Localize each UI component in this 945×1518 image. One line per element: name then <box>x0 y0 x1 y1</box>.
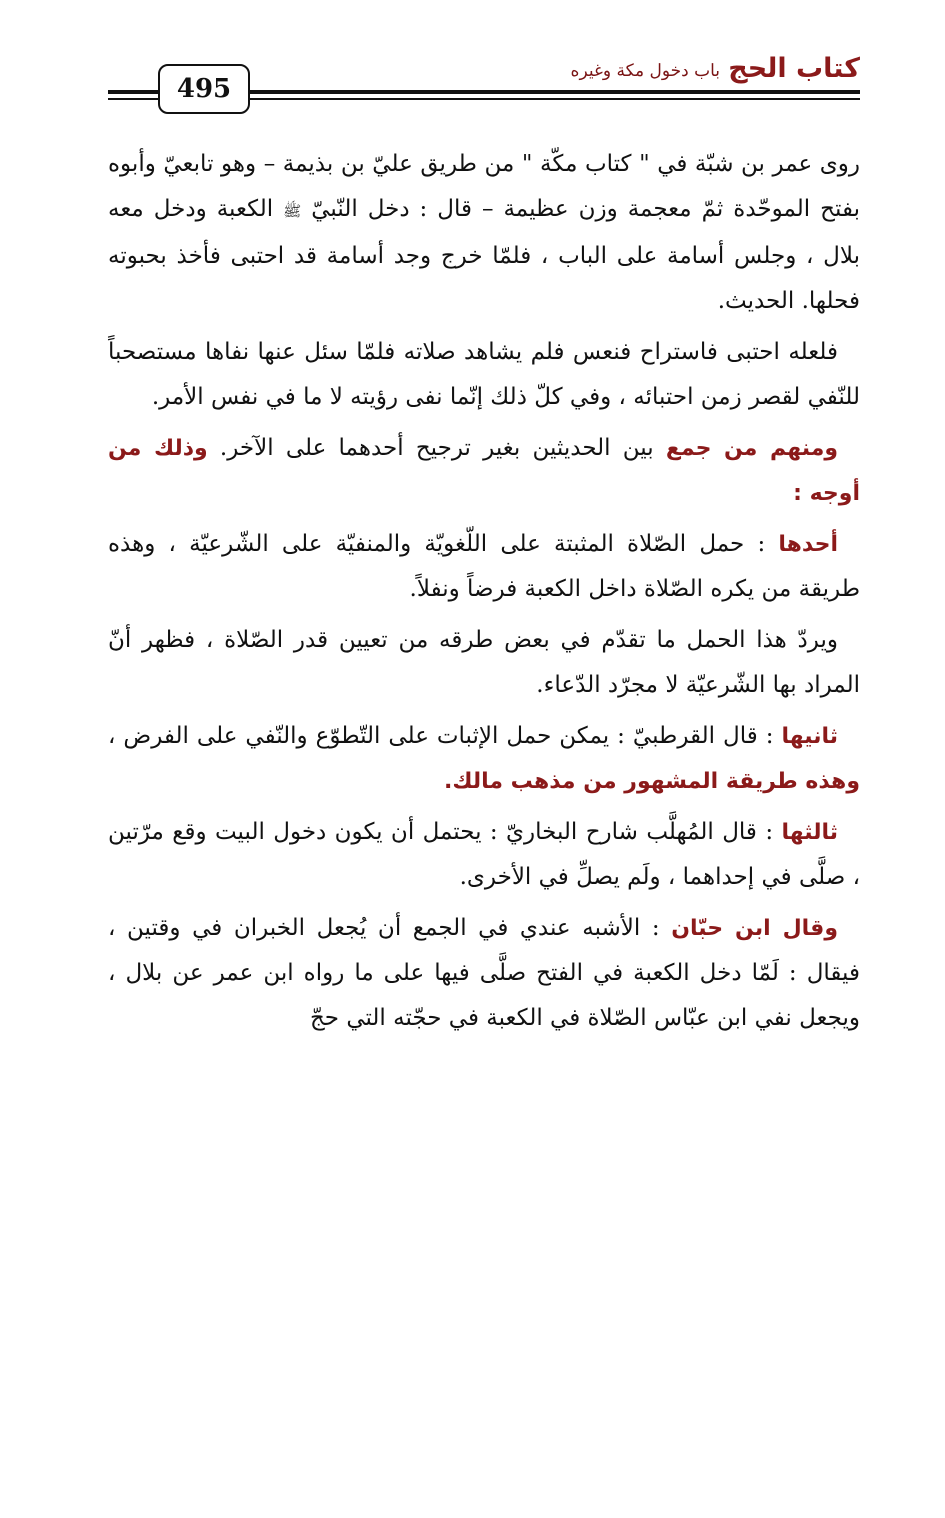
highlight-heading: وذلك من أوجه : <box>108 436 860 506</box>
book-title: كتاب الحج <box>728 53 860 84</box>
paragraph-2: فلعله احتبى فاستراح فنعس فلم يشاهد صلاته فلمّا سئل عنها نفاها مستصحباً للنّفي لقصر زمن احتبائه ، وفي كلّ ذلك إنّما نفى رؤيته لا ما في نفس الأمر. <box>108 339 860 410</box>
highlight-heading: ثالثها <box>781 820 838 845</box>
chapter-title: باب دخول مكة وغيره <box>570 61 720 81</box>
paragraph-7 <box>108 810 860 900</box>
highlight-heading: وهذه طريقة المشهور من مذهب مالك. <box>444 769 860 794</box>
paragraph-5: ويردّ هذا الحمل ما تقدّم في بعض طرقه من تعيين قدر الصّلاة ، فظهر أنّ المراد بها الشّرعيّة لا مجرّد الدّعاء. <box>108 627 860 698</box>
highlight-heading: أحدها <box>778 532 839 557</box>
salla-glyph: ﷺ <box>283 202 302 220</box>
paragraph-text: الكعبة ودخل معه بلال ، وجلس أسامة على الباب ، فلمّا خرج وجد أسامة قد احتبى فأخذ بحبوته فحلها. الحديث. <box>108 196 860 314</box>
page-body <box>108 142 860 1047</box>
paragraph-4 <box>108 522 860 612</box>
paragraph-text: : قال القرطبيّ : يمكن حمل الإثبات على التّطوّع والنّفي على الفرض ، <box>108 723 774 749</box>
paragraph-1 <box>108 142 860 324</box>
highlight-heading: وقال ابن حبّان <box>671 916 839 941</box>
paragraph-text: : الأشبه عندي في الجمع أن يُجعل الخبران في وقتين ، فيقال : لَمّا دخل الكعبة في الفتح صلَّى فيها على ما رواه ابن عمر عن بلال ، ويجعل نفي ابن عبّاس الصّلاة في الكعبة في حجّته التي حجّ <box>108 915 860 1031</box>
highlight-heading: ثانيها <box>781 724 839 749</box>
paragraph-text: بين الحديثين بغير ترجيح أحدهما على الآخر. <box>219 435 654 461</box>
page-number: 495 <box>176 74 232 104</box>
page-header <box>108 52 860 122</box>
highlight-heading: ومنهم من جمع <box>665 436 839 461</box>
page-number-box <box>158 64 250 114</box>
paragraph-6 <box>108 714 860 804</box>
paragraph-text: : قال المُهلَّب شارح البخاريّ : يحتمل أن يكون دخول البيت وقع مرّتين ، صلَّى في إحداهما ، ولَم يصلِّ في الأخرى. <box>108 819 860 890</box>
paragraph-8 <box>108 906 860 1041</box>
paragraph-3 <box>108 426 860 516</box>
paragraph-text: روى عمر بن شبّة في " كتاب مكّة " من طريق عليّ بن بذيمة – وهو تابعيّ وأبوه بفتح الموحّدة ثمّ معجمة وزن عظيمة – قال : دخل النّبيّ <box>108 151 860 222</box>
paragraph-text: : حمل الصّلاة المثبتة على اللّغويّة والمنفيّة على الشّرعيّة ، وهذه طريقة من يكره الصّلاة داخل الكعبة فرضاً ونفلاً. <box>108 531 860 602</box>
